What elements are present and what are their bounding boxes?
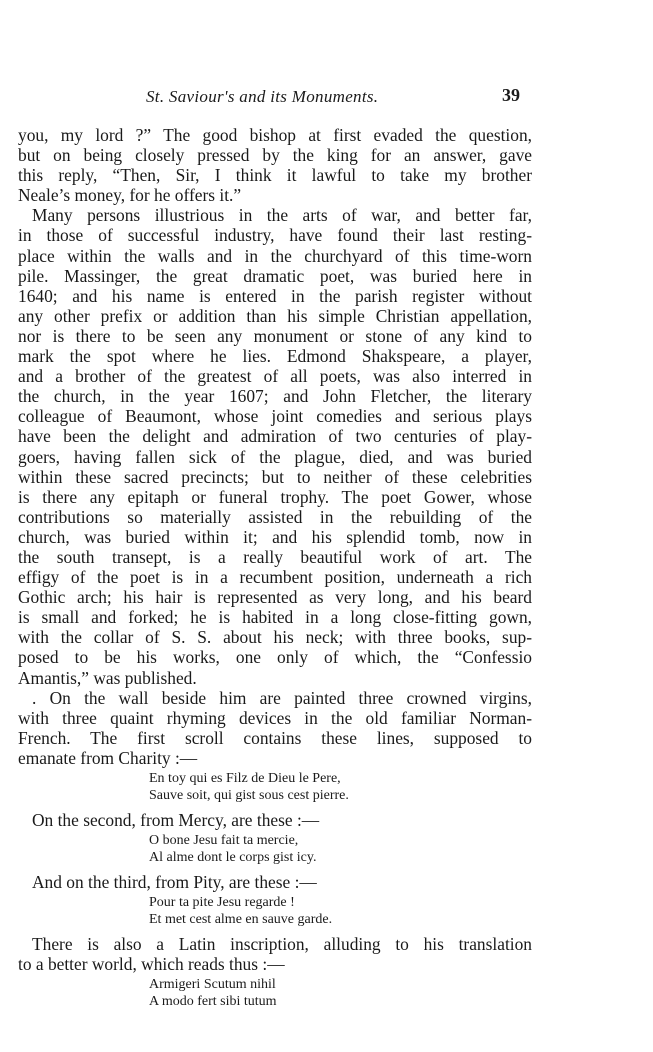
verse-line: O bone Jesu fait ta mercie,	[149, 833, 299, 849]
text-line: 1640; and his name is entered in the parish register without	[18, 285, 532, 306]
text-line: contributions so materially assisted in the rebuilding of the	[18, 506, 532, 527]
paragraph	[18, 205, 532, 687]
verse-line: Pour ta pite Jesu regarde !	[149, 895, 295, 911]
text-line: with three quaint rhyming devices in the old familiar Norman-	[18, 707, 532, 728]
text-line: . On the wall beside him are painted three crowned virgins,	[32, 687, 532, 708]
text-line: There is also a Latin inscription, alluding to his translation	[32, 934, 532, 955]
text-line: effigy of the poet is in a recumbent position, underneath a rich	[18, 567, 532, 588]
text-line: to a better world, which reads thus :—	[18, 954, 285, 975]
text-line: the church, in the year 1607; and John Fletcher, the literary	[18, 386, 532, 407]
text-line: nor is there to be seen any monument or stone of any kind to	[18, 325, 532, 346]
text-line: you, my lord ?” The good bishop at first evaded the question,	[18, 125, 532, 145]
text-line: place within the walls and in the churchyard of this time-worn	[18, 245, 532, 266]
running-head: St. Saviour's and its Monuments.	[146, 87, 379, 106]
verse-line: Armigeri Scutum nihil	[149, 977, 276, 993]
text-line: Amantis,” was published.	[18, 667, 197, 688]
text-line: the south transept, is a really beautiful work of art. The	[18, 546, 532, 567]
text-line: church, was buried within it; and his splendid tomb, now in	[18, 526, 532, 547]
text-line: this reply, “Then, Sir, I think it lawful to take my brother	[18, 165, 532, 186]
verse-line: Sauve soit, qui gist sous cest pierre.	[149, 788, 349, 803]
text-line: Neale’s money, for he offers it.”	[18, 185, 242, 206]
text-line: emanate from Charity :—	[18, 747, 198, 768]
text-line: and a brother of the greatest of all poets, was also interred in	[18, 366, 532, 387]
paragraph	[18, 934, 532, 974]
verse-line: En toy qui es Filz de Dieu le Pere,	[149, 771, 341, 786]
text-line: posed to be his works, one only of which, the “Confessio	[18, 647, 532, 668]
intro-pity: And on the third, from Pity, are these :—	[32, 872, 317, 893]
paragraph	[18, 688, 532, 768]
page-header	[0, 87, 653, 111]
text-line: Gothic arch; his hair is represented as very long, and his beard	[18, 587, 532, 608]
text-line: have been the delight and admiration of two centuries of play-	[18, 426, 532, 447]
verse-latin	[149, 976, 653, 1010]
verse-charity	[149, 770, 653, 804]
text-line: within these sacred precincts; but to neither of these celebrities	[18, 466, 532, 487]
verse-line: Al alme dont le corps gist icy.	[149, 850, 317, 866]
intro-mercy: On the second, from Mercy, are these :—	[32, 810, 320, 830]
text-line: pile. Massinger, the great dramatic poet, was buried here in	[18, 265, 532, 286]
verse-line: Et met cest alme en sauve garde.	[149, 912, 333, 928]
text-line: in those of successful industry, have found their last resting-	[18, 225, 532, 246]
text-line: is small and forked; he is habited in a long close-fitting gown,	[18, 607, 532, 628]
text-line: with the collar of S. S. about his neck; with three books, sup-	[18, 627, 532, 648]
text-line: French. The first scroll contains these lines, supposed to	[18, 727, 532, 748]
text-line: goers, having fallen sick of the plague, died, and was buried	[18, 446, 532, 467]
page-number: 39	[502, 85, 520, 105]
text-line: mark the spot where he lies. Edmond Shakspeare, a player,	[18, 346, 532, 367]
text-line: colleague of Beaumont, whose joint comedies and serious plays	[18, 406, 532, 427]
verse-mercy	[149, 832, 653, 866]
text-line: is there any epitaph or funeral trophy. The poet Gower, whose	[18, 486, 532, 507]
text-line: Many persons illustrious in the arts of war, and better far,	[32, 205, 532, 226]
text-line: any other prefix or addition than his simple Christian appellation,	[18, 305, 532, 326]
verse-line: A modo fert sibi tutum	[149, 994, 277, 1010]
verse-pity	[149, 894, 653, 928]
body-text	[18, 125, 532, 1016]
text-line: but on being closely pressed by the king for an answer, gave	[18, 145, 532, 166]
paragraph	[18, 125, 532, 205]
